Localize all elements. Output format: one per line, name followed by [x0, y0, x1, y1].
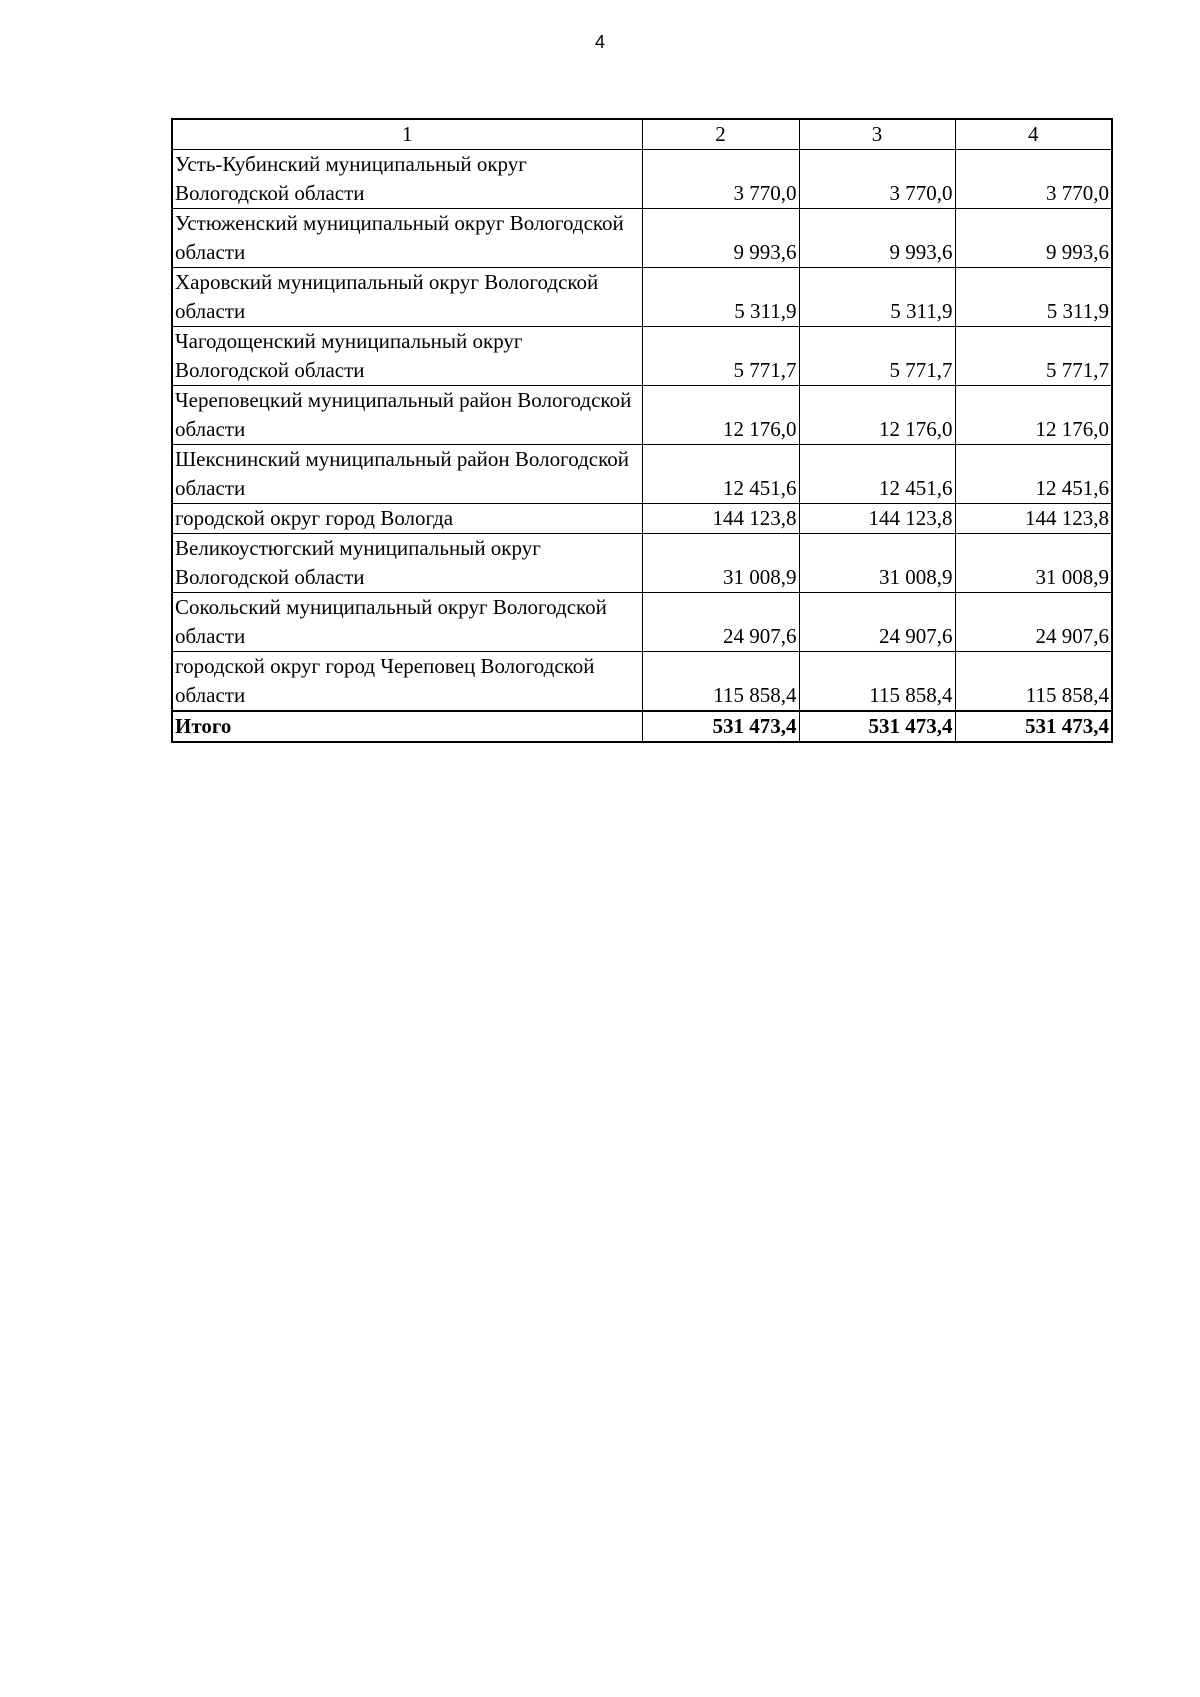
table-row	[172, 504, 1112, 534]
value-col-4: 31 008,9	[955, 534, 1112, 593]
municipality-name: Шекснинский муниципальный район Вологодской области	[172, 445, 642, 504]
value-col-3: 115 858,4	[799, 652, 955, 712]
total-value-col-4: 531 473,4	[955, 711, 1112, 742]
table-header-row	[172, 119, 1112, 150]
value-col-4: 12 176,0	[955, 386, 1112, 445]
value-col-4: 5 311,9	[955, 268, 1112, 327]
value-col-4: 24 907,6	[955, 593, 1112, 652]
table-row	[172, 652, 1112, 712]
table-row	[172, 593, 1112, 652]
value-col-2: 144 123,8	[642, 504, 799, 534]
value-col-3: 5 311,9	[799, 268, 955, 327]
municipality-name: Усть-Кубинский муниципальный округ Вологодской области	[172, 150, 642, 209]
value-col-4: 12 451,6	[955, 445, 1112, 504]
value-col-2: 3 770,0	[642, 150, 799, 209]
value-col-2: 31 008,9	[642, 534, 799, 593]
value-col-4: 9 993,6	[955, 209, 1112, 268]
municipality-name: городской округ город Вологда	[172, 504, 642, 534]
value-col-2: 9 993,6	[642, 209, 799, 268]
total-label: Итого	[172, 711, 642, 742]
value-col-4: 5 771,7	[955, 327, 1112, 386]
value-col-4: 144 123,8	[955, 504, 1112, 534]
table-row	[172, 209, 1112, 268]
municipality-name: Сокольский муниципальный округ Вологодской области	[172, 593, 642, 652]
municipality-name: Великоустюгский муниципальный округ Вологодской области	[172, 534, 642, 593]
value-col-3: 5 771,7	[799, 327, 955, 386]
value-col-3: 31 008,9	[799, 534, 955, 593]
table-row	[172, 534, 1112, 593]
value-col-3: 24 907,6	[799, 593, 955, 652]
total-value-col-2: 531 473,4	[642, 711, 799, 742]
table-row	[172, 268, 1112, 327]
table-row	[172, 445, 1112, 504]
column-header-4: 4	[955, 119, 1112, 150]
value-col-4: 115 858,4	[955, 652, 1112, 712]
table-row	[172, 386, 1112, 445]
table-row	[172, 150, 1112, 209]
value-col-2: 5 311,9	[642, 268, 799, 327]
value-col-3: 12 176,0	[799, 386, 955, 445]
page-number: 4	[594, 32, 605, 52]
municipality-name: Чагодощенский муниципальный округ Вологодской области	[172, 327, 642, 386]
value-col-4: 3 770,0	[955, 150, 1112, 209]
value-col-3: 9 993,6	[799, 209, 955, 268]
total-row	[172, 711, 1112, 742]
column-header-2: 2	[642, 119, 799, 150]
value-col-2: 5 771,7	[642, 327, 799, 386]
column-header-1: 1	[172, 119, 642, 150]
municipality-name: Харовский муниципальный округ Вологодской области	[172, 268, 642, 327]
value-col-2: 115 858,4	[642, 652, 799, 712]
municipality-name: городской округ город Череповец Вологодской области	[172, 652, 642, 712]
allocation-table	[171, 118, 1113, 743]
table-row	[172, 327, 1112, 386]
value-col-3: 144 123,8	[799, 504, 955, 534]
municipality-name: Устюженский муниципальный округ Вологодской области	[172, 209, 642, 268]
value-col-3: 3 770,0	[799, 150, 955, 209]
value-col-3: 12 451,6	[799, 445, 955, 504]
column-header-3: 3	[799, 119, 955, 150]
total-value-col-3: 531 473,4	[799, 711, 955, 742]
municipality-name: Череповецкий муниципальный район Вологодской области	[172, 386, 642, 445]
value-col-2: 24 907,6	[642, 593, 799, 652]
value-col-2: 12 451,6	[642, 445, 799, 504]
value-col-2: 12 176,0	[642, 386, 799, 445]
